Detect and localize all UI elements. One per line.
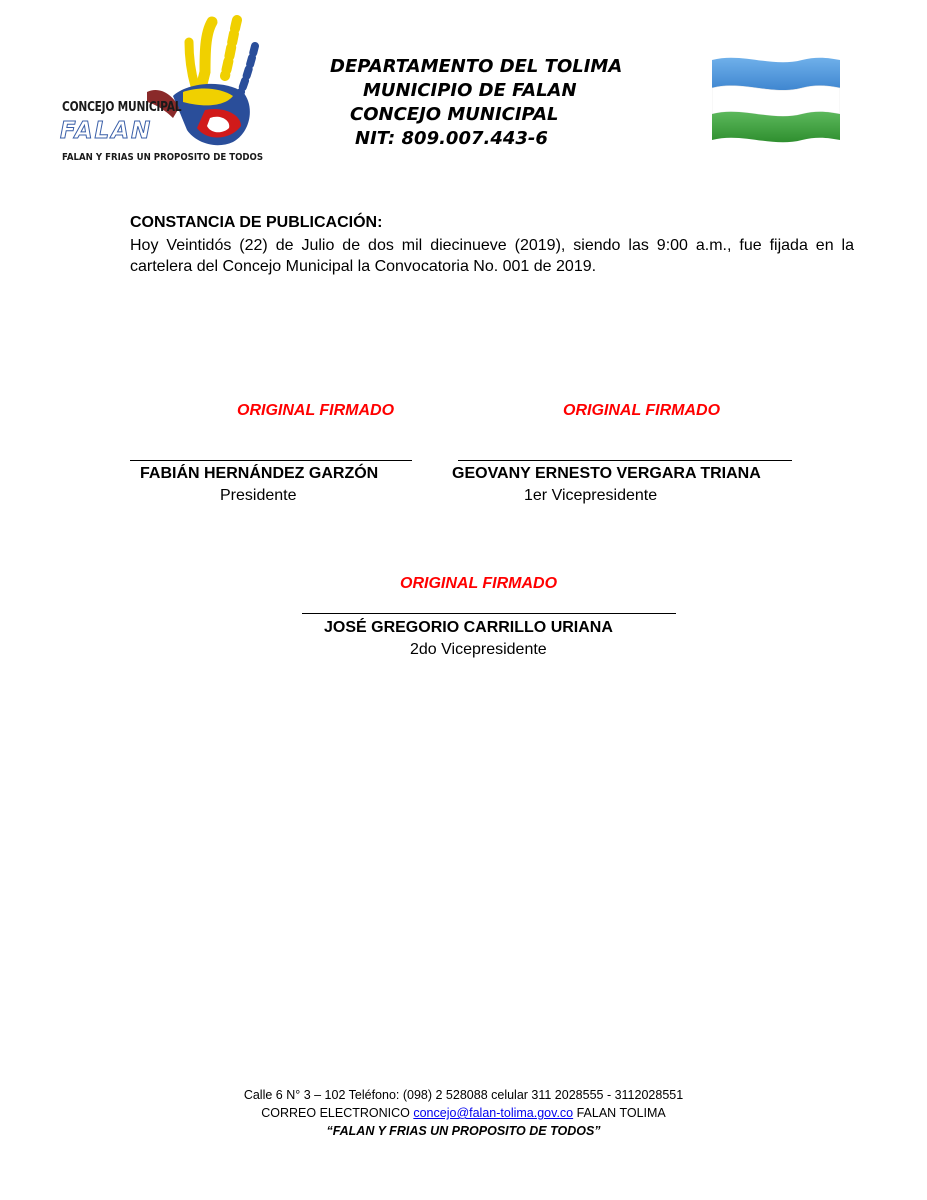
constancia-title: CONSTANCIA DE PUBLICACIÓN: — [130, 214, 383, 231]
header-nit: NIT: 809.007.443-6 — [355, 128, 548, 149]
signature-line — [130, 460, 412, 461]
footer-email-suffix: FALAN TOLIMA — [576, 1106, 666, 1120]
footer-motto: “FALAN Y FRIAS UN PROPOSITO DE TODOS” — [326, 1124, 601, 1138]
constancia-body: Hoy Veintidós (22) de Julio de dos mil diecinueve (2019), siendo las 9:00 a.m., fue fijada en la cartelera del Concejo Municipal la Convocatoria No. 001 de 2019. — [130, 237, 854, 275]
signer-name: JOSÉ GREGORIO CARRILLO URIANA — [324, 619, 613, 636]
footer-email-link[interactable]: concejo@falan-tolima.gov.co — [413, 1106, 574, 1120]
signer-role: 2do Vicepresidente — [410, 641, 547, 658]
header-department: DEPARTAMENTO DEL TOLIMA — [330, 56, 623, 77]
signer-role: Presidente — [220, 487, 297, 504]
footer-address: Calle 6 N° 3 – 102 Teléfono: (098) 2 528088 celular 311 2028555 - 3112028551 — [243, 1088, 684, 1102]
signer-name: GEOVANY ERNESTO VERGARA TRIANA — [452, 465, 761, 482]
logo-title: CONCEJO MUNICIPAL — [62, 100, 182, 115]
logo-name: FALAN — [60, 118, 153, 144]
signer-role: 1er Vicepresidente — [524, 487, 658, 504]
signature-line — [458, 460, 792, 461]
signer-name: FABIÁN HERNÁNDEZ GARZÓN — [140, 465, 379, 482]
footer-email-prefix: CORREO ELECTRONICO — [261, 1106, 410, 1120]
logo-slogan: FALAN Y FRIAS UN PROPOSITO DE TODOS — [62, 152, 264, 163]
footer-email-line — [0, 1106, 927, 1120]
header-municipality: MUNICIPIO DE FALAN — [363, 80, 577, 101]
falan-flag-icon — [712, 56, 840, 144]
original-firmado-label: ORIGINAL FIRMADO — [400, 575, 558, 592]
original-firmado-label: ORIGINAL FIRMADO — [563, 402, 721, 419]
header-council: CONCEJO MUNICIPAL — [350, 104, 559, 125]
signature-line — [302, 613, 676, 614]
hand-logo-icon — [55, 14, 275, 170]
original-firmado-label: ORIGINAL FIRMADO — [237, 402, 395, 419]
